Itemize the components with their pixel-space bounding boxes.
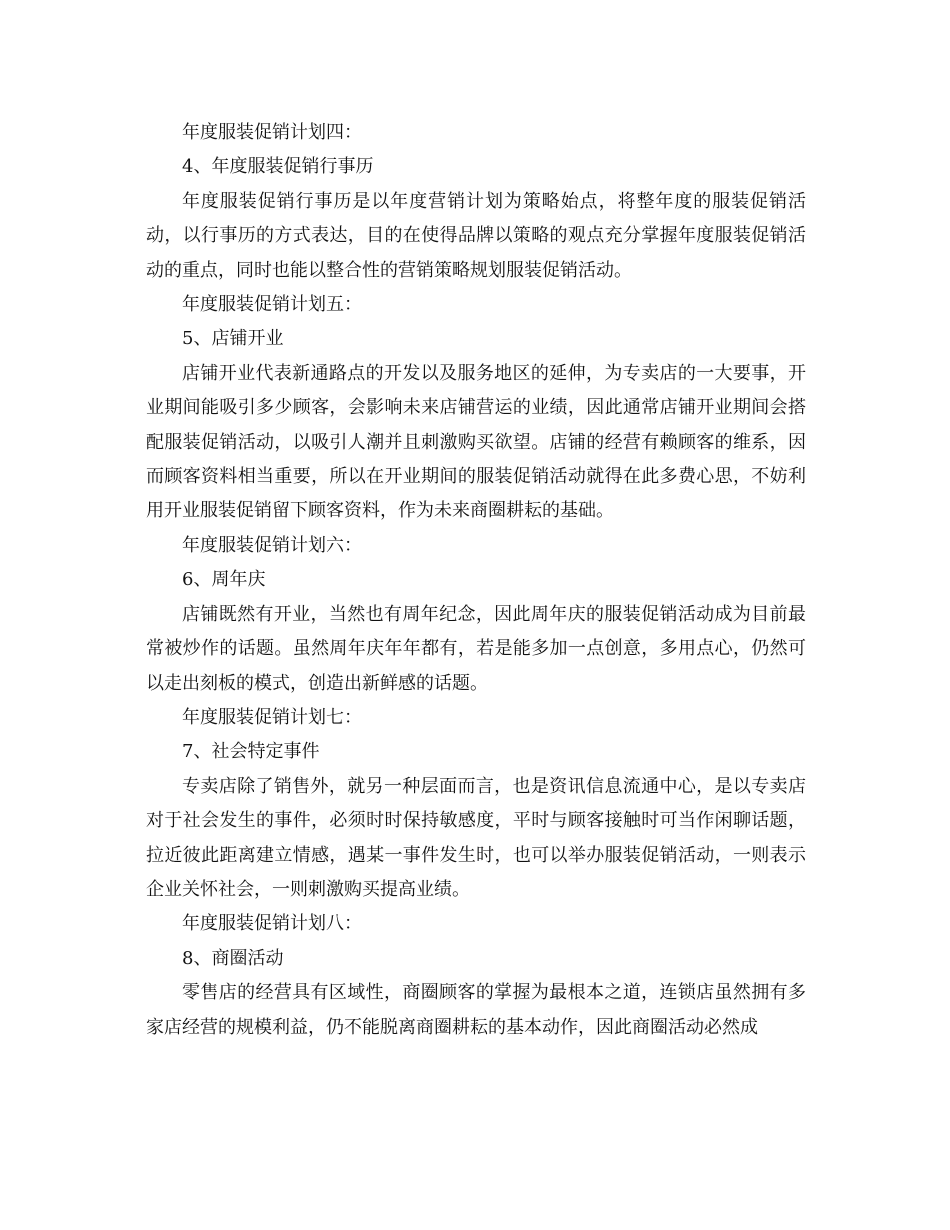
section-6-paragraph: 店铺既然有开业，当然也有周年纪念，因此周年庆的服装促销活动成为目前最常被炒作的话题。虽然周年庆年年都有，若是能多加一点创意，多用点心，仍然可以走出刻板的模式，创造出新鲜感的话题。 — [146, 603, 806, 694]
section-8-paragraph: 零售店的经营具有区域性，商圈顾客的掌握为最根本之道，连锁店虽然拥有多家店经营的规模利益，仍不能脱离商圈耕耘的基本动作，因此商圈活动必然成 — [146, 982, 806, 1038]
section-4-paragraph: 年度服装促销行事历是以年度营销计划为策略始点，将整年度的服装促销活动，以行事历的方式表达，目的在使得品牌以策略的观点充分掌握年度服装促销活动的重点，同时也能以整合性的营销策略规划服装促销活动。 — [146, 190, 806, 281]
section-6-title: 6、周年庆 — [182, 569, 266, 591]
plan-six-heading: 年度服装促销计划六： — [182, 534, 362, 556]
plan-four-heading: 年度服装促销计划四： — [182, 122, 362, 143]
section-5-paragraph: 店铺开业代表新通路点的开发以及服务地区的延伸，为专卖店的一大要事，开业期间能吸引多少顾客，会影响未来店铺营运的业绩，因此通常店铺开业期间会搭配服装促销活动，以吸引人潮并且刺激购买欲望。店铺的经营有赖顾客的维系，因而顾客资料相当重要，所以在开业期间的服装促销活动就得在此多费心思，不妨利用开业服装促销留下顾客资料，作为未来商圈耕耘的基础。 — [146, 362, 806, 522]
section-4-title: 4、年度服装促销行事历 — [182, 156, 374, 178]
section-5-title: 5、店铺开业 — [182, 328, 284, 350]
document-body — [146, 116, 806, 1045]
section-8-title: 8、商圈活动 — [182, 947, 284, 969]
plan-eight-heading: 年度服装促销计划八： — [182, 913, 362, 935]
section-7-title: 7、社会特定事件 — [182, 741, 320, 763]
plan-five-heading: 年度服装促销计划五： — [182, 294, 362, 316]
plan-seven-heading: 年度服装促销计划七： — [182, 706, 362, 728]
section-7-paragraph: 专卖店除了销售外，就另一种层面而言，也是资讯信息流通中心，是以专卖店对于社会发生的事件，必须时时保持敏感度，平时与顾客接触时可当作闲聊话题，拉近彼此距离建立情感，遇某一事件发生时，也可以举办服装促销活动，一则表示企业关怀社会，一则刺激购买提高业绩。 — [146, 775, 806, 900]
